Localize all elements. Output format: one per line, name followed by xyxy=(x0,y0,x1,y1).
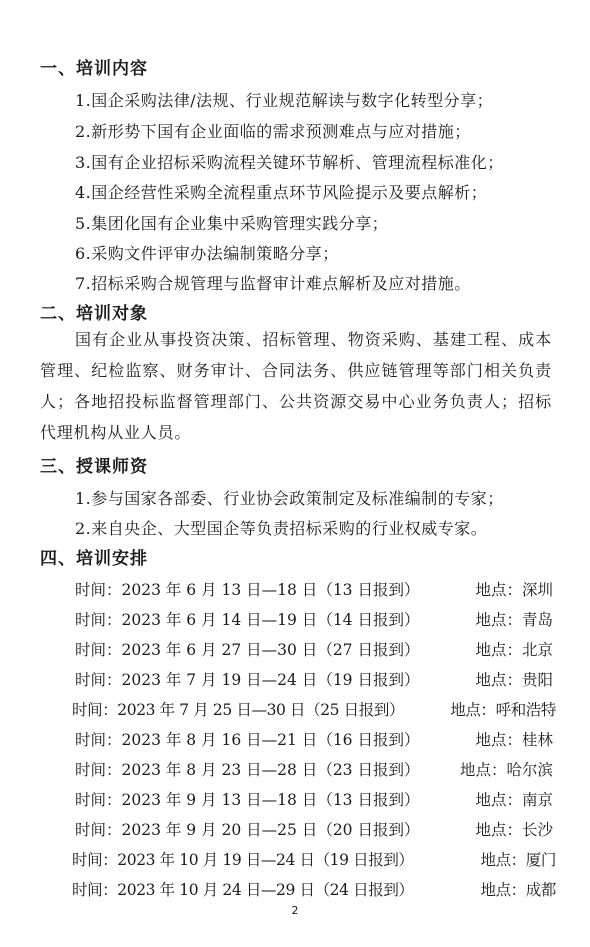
section-heading-teachers: 三、授课师资 xyxy=(40,457,148,477)
content-item-4: 4.国企经营性采购全流程重点环节风险提示及要点解析； xyxy=(75,183,488,202)
content-item-2: 2.新形势下国有企业面临的需求预测难点与应对措施； xyxy=(75,122,471,141)
schedule-time: 时间：2023 年 9 月 13 日—18 日（13 日报到） xyxy=(75,791,420,809)
schedule-time: 时间：2023 年 6 月 13 日—18 日（13 日报到） xyxy=(75,581,420,599)
schedule-place: 地点：深圳 xyxy=(475,581,553,599)
schedule-place: 地点：哈尔滨 xyxy=(459,761,553,779)
content-item-3: 3.国有企业招标采购流程关键环节解析、管理流程标准化； xyxy=(75,153,504,172)
schedule-place: 地点：青岛 xyxy=(475,611,553,629)
schedule-time: 时间：2023 年 8 月 16 日—21 日（16 日报到） xyxy=(75,731,420,749)
schedule-place: 地点：呼和浩特 xyxy=(450,701,556,719)
schedule-time: 时间：2023 年 10 月 19 日—24 日（19 日报到） xyxy=(72,851,414,869)
content-item-1: 1.国企采购法律/法规、行业规范解读与数字化转型分享； xyxy=(75,91,494,110)
schedule-time: 时间：2023 年 10 月 24 日—29 日（24 日报到） xyxy=(72,881,414,899)
schedule-place: 地点：成都 xyxy=(480,881,556,899)
content-item-7: 7.招标采购合规管理与监督审计难点解析及应对措施。 xyxy=(75,274,471,293)
schedule-row xyxy=(75,818,553,840)
schedule-time: 时间：2023 年 7 月 25 日—30 日（25 日报到） xyxy=(72,701,405,719)
teacher-item-2: 2.来自央企、大型国企等负责招标采购的行业权威专家。 xyxy=(75,519,488,538)
schedule-row xyxy=(72,698,556,720)
content-item-6: 6.采购文件评审办法编制策略分享； xyxy=(75,244,339,263)
section-heading-schedule: 四、培训安排 xyxy=(40,549,148,569)
schedule-time: 时间：2023 年 8 月 23 日—28 日（23 日报到） xyxy=(75,761,420,779)
schedule-place: 地点：桂林 xyxy=(475,731,553,749)
schedule-row xyxy=(72,878,556,900)
section-heading-content: 一、培训内容 xyxy=(40,59,148,79)
schedule-row xyxy=(75,758,553,780)
schedule-place: 地点：长沙 xyxy=(475,821,553,839)
schedule-place: 地点：厦门 xyxy=(480,851,556,869)
teacher-item-1: 1.参与国家各部委、行业协会政策制定及标准编制的专家； xyxy=(75,489,504,508)
schedule-time: 时间：2023 年 9 月 20 日—25 日（20 日报到） xyxy=(75,821,420,839)
schedule-time: 时间：2023 年 6 月 27 日—30 日（27 日报到） xyxy=(75,641,420,659)
schedule-place: 地点：北京 xyxy=(475,641,553,659)
page-number: 2 xyxy=(291,904,299,917)
schedule-place: 地点：贵阳 xyxy=(475,671,553,689)
schedule-time: 时间：2023 年 7 月 19 日—24 日（19 日报到） xyxy=(75,671,420,689)
schedule-row xyxy=(75,788,553,810)
schedule-row xyxy=(75,638,553,660)
schedule-row xyxy=(75,668,553,690)
audience-paragraph: 国有企业从事投资决策、招标管理、物资采购、基建工程、成本管理、纪检监察、财务审计、合同法务、供应链管理等部门相关负责人；各地招投标监督管理部门、公共资源交易中心业务负责人；招标代理机构从业人员。 xyxy=(40,330,552,442)
schedule-time: 时间：2023 年 6 月 14 日—19 日（14 日报到） xyxy=(75,611,420,629)
schedule-place: 地点：南京 xyxy=(475,791,553,809)
content-item-5: 5.集团化国有企业集中采购管理实践分享； xyxy=(75,214,389,233)
schedule-row xyxy=(75,608,553,630)
section-heading-audience: 二、培训对象 xyxy=(40,304,148,324)
schedule-row xyxy=(75,578,553,600)
schedule-row xyxy=(75,728,553,750)
schedule-row xyxy=(72,848,556,870)
